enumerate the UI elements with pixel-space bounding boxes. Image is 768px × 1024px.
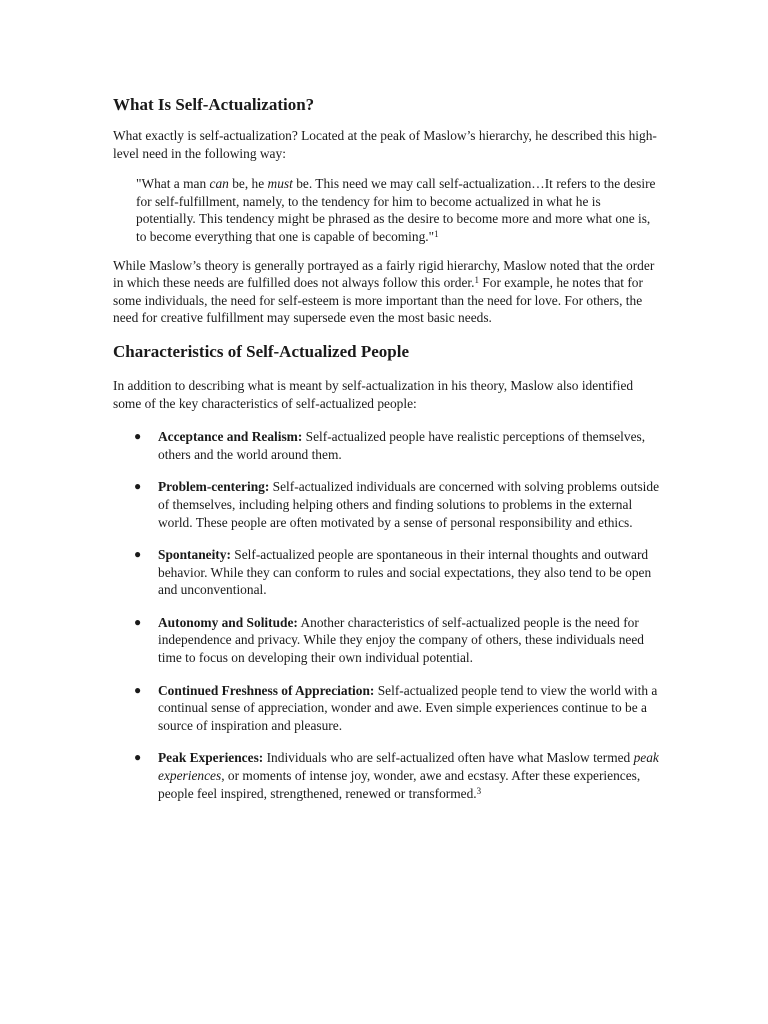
bullet-icon: ● — [134, 479, 142, 494]
hierarchy-paragraph — [113, 257, 661, 327]
quote-text-3: be. This need we may call self-actualization…It refers to the desire for self-fulfillment, namely, to the tendency for him to become actualized in what he is potentially. This tendency might be phrased as the desire to become more and more what one is, to become everything that one is capable of becoming." — [136, 176, 656, 244]
bullet-icon: ● — [134, 682, 142, 697]
trait-text: Self-actualized people tend to view the world with a continual sense of appreciation, wonder and awe. Even simple experiences continue to be a source of inspiration and pleasure. — [158, 682, 658, 733]
quote-text-1: "What a man — [136, 176, 210, 192]
trait-text-cont: , or moments of intense joy, wonder, awe and ecstasy. After these experiences, people feel inspired, strengthened, renewed or transformed. — [158, 768, 641, 801]
trait-italic: peak experiences — [158, 750, 659, 784]
bullet-icon: ● — [134, 614, 142, 629]
heading-self-actualization: What Is Self-Actualization? — [113, 95, 315, 114]
document-content — [113, 94, 661, 817]
list-item — [113, 546, 661, 599]
hierarchy-text-1: While Maslow’s theory is generally portrayed as a fairly rigid hierarchy, Maslow noted that the order in which these needs are fulfilled does not always follow this order. — [113, 257, 655, 291]
trait-term: Continued Freshness of Appreciation: — [158, 682, 375, 698]
trait-term: Problem-centering: — [158, 479, 270, 495]
heading-characteristics: Characteristics of Self-Actualized People — [113, 341, 409, 361]
intro-paragraph: What exactly is self-actualization? Located at the peak of Maslow’s hierarchy, he described this high-level need in the following way: — [113, 128, 657, 161]
list-item — [113, 749, 661, 802]
quote-must: must — [267, 176, 293, 192]
characteristics-intro: In addition to describing what is meant by self-actualization in his theory, Maslow also identified some of the key characteristics of self-actualized people: — [113, 377, 634, 411]
trait-text: Self-actualized people have realistic perceptions of themselves, others and the world around them. — [158, 429, 646, 462]
traits-list — [113, 428, 661, 802]
trait-term: Acceptance and Realism: — [158, 429, 303, 445]
trait-text: Self-actualized individuals are concerned with solving problems outside of themselves, including helping others and finding solutions to problems in the external world. These people are often motivated by a sense of personal responsibility and ethics. — [158, 479, 660, 530]
bullet-icon: ● — [134, 429, 142, 444]
list-item — [113, 682, 661, 735]
hierarchy-text-2: For example, he notes that for some individuals, the need for self-esteem is more important than the need for love. For others, the need for creative fulfillment may supersede even the most basic needs. — [113, 275, 643, 326]
trait-text: Self-actualized people are spontaneous in their internal thoughts and outward behavior. While they can conform to rules and social expectations, they also tend to be open and unconventional. — [158, 547, 652, 598]
list-item — [113, 614, 661, 667]
quote-footnote: 1 — [434, 228, 439, 239]
list-item — [113, 478, 661, 531]
trait-text: Individuals who are self-actualized often have what Maslow termed — [263, 750, 634, 766]
bullet-icon: ● — [134, 547, 142, 562]
list-item — [113, 428, 661, 463]
trait-term: Spontaneity: — [158, 547, 231, 563]
bullet-icon: ● — [134, 750, 142, 765]
trait-term: Autonomy and Solitude: — [158, 614, 298, 630]
quote-can: can — [209, 176, 229, 192]
trait-text: Another characteristics of self-actualized people is the need for independence and privacy. While they enjoy the company of others, these individuals need time to focus on developing their own individual potential. — [158, 614, 644, 666]
trait-term: Peak Experiences: — [158, 750, 264, 766]
hierarchy-footnote: 1 — [474, 275, 479, 286]
maslow-quote — [136, 175, 661, 245]
quote-text-2: be, he — [228, 176, 268, 192]
trait-footnote: 3 — [476, 785, 482, 796]
